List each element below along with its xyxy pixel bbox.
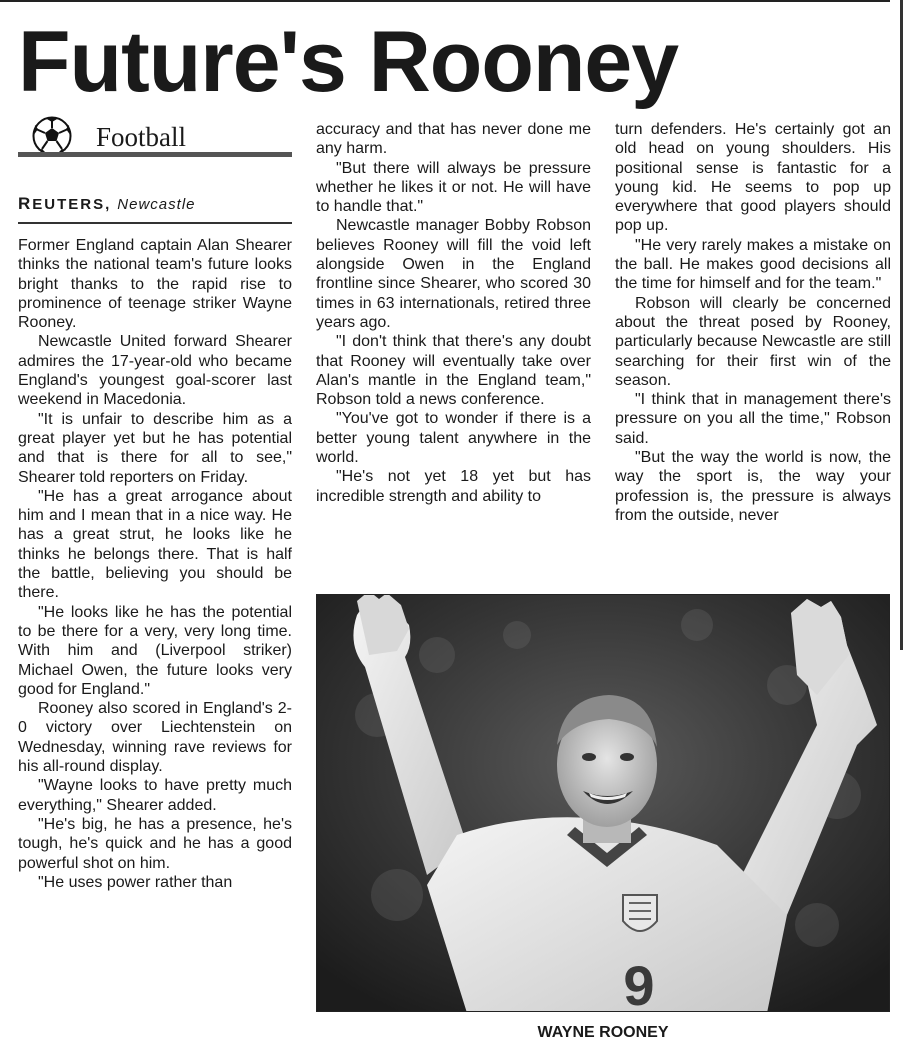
paragraph: "I don't think that there's any doubt that Rooney will eventually take over Alan's mantle in the England team," Robson told a news conference. xyxy=(316,333,591,409)
article-column-2 xyxy=(316,120,591,506)
paragraph: "You've got to wonder if there is a better young talent anywhere in the world. xyxy=(316,410,591,467)
paragraph: "He looks like he has the potential to be there for a very, very long time. With him and (Liverpool striker) Michael Owen, the future looks very good for England." xyxy=(18,603,292,698)
photo-player-celebrating xyxy=(316,594,890,1012)
article-column-1 xyxy=(18,236,292,892)
byline-rule xyxy=(18,222,292,224)
photo-illustration xyxy=(317,595,890,1012)
section-tag xyxy=(18,116,292,162)
paragraph: "It is unfair to describe him as a great player yet but he has potential and that is there for all to see," Shearer told reporters on Friday. xyxy=(18,410,292,486)
paragraph: "He very rarely makes a mistake on the ball. He makes good decisions all the time for himself and for the team." xyxy=(615,236,891,293)
shirt-number: 9 xyxy=(623,954,655,1012)
section-label: Football xyxy=(96,122,187,152)
section-underline xyxy=(18,152,292,157)
page-edge-rule xyxy=(900,0,903,650)
byline-agency-rest: EUTERS, xyxy=(32,196,112,213)
paragraph: Robson will clearly be concerned about the threat posed by Rooney, particularly because Newcastle are still searching for their first win of the season. xyxy=(615,294,891,389)
paragraph: "He's big, he has a presence, he's tough, he's quick and he has a good powerful shot on him. xyxy=(18,815,292,872)
headline: Future's Rooney xyxy=(18,14,679,110)
paragraph: Former England captain Alan Shearer thinks the national team's future looks bright thanks to the rapid rise to prominence of teenage striker Wayne Rooney. xyxy=(18,237,292,332)
paragraph: turn defenders. He's certainly got an old head on young shoulders. His positional sense is fantastic for a young kid. He seems to pop up everywhere that good players should pop up. xyxy=(615,121,891,235)
paragraph: accuracy and that has never done me any harm. xyxy=(316,121,591,158)
paragraph: Newcastle United forward Shearer admires the 17-year-old who became England's youngest goal-scorer last weekend in Macedonia. xyxy=(18,333,292,409)
paragraph: "Wayne looks to have pretty much everything," Shearer added. xyxy=(18,777,292,814)
paragraph: "He's not yet 18 yet but has incredible strength and ability to xyxy=(316,468,591,505)
byline-location: Newcastle xyxy=(117,196,196,213)
paragraph: "He uses power rather than xyxy=(38,873,233,891)
paragraph: "But the way the world is now, the way the sport is, the way your profession is, the pressure is always from the outside, never xyxy=(615,449,891,524)
byline xyxy=(18,194,292,230)
paragraph: "I think that in management there's pressure on you all the time," Robson said. xyxy=(615,391,891,447)
paragraph: Rooney also scored in England's 2-0 victory over Liechtenstein on Wednesday, winning rave reviews for his all-round display. xyxy=(18,700,292,776)
football-icon xyxy=(32,116,72,156)
byline-agency-initial: R xyxy=(18,194,33,213)
photo-caption: WAYNE ROONEY xyxy=(537,1024,669,1041)
paragraph: Newcastle manager Bobby Robson believes Rooney will fill the void left alongside Owen in the England frontline since Shearer, who scored 30 times in 63 internationals, retired three years ago. xyxy=(316,217,591,331)
byline-agency xyxy=(18,196,111,213)
paragraph: "But there will always be pressure whether he likes it or not. He will have to handle that." xyxy=(316,159,591,216)
article-column-3 xyxy=(615,120,891,525)
paragraph: "He has a great arrogance about him and I mean that in a nice way. He has a great strut, he looks like he thinks he belongs there. That is half the battle, believing you should be there. xyxy=(18,487,292,602)
top-rule xyxy=(0,0,890,2)
